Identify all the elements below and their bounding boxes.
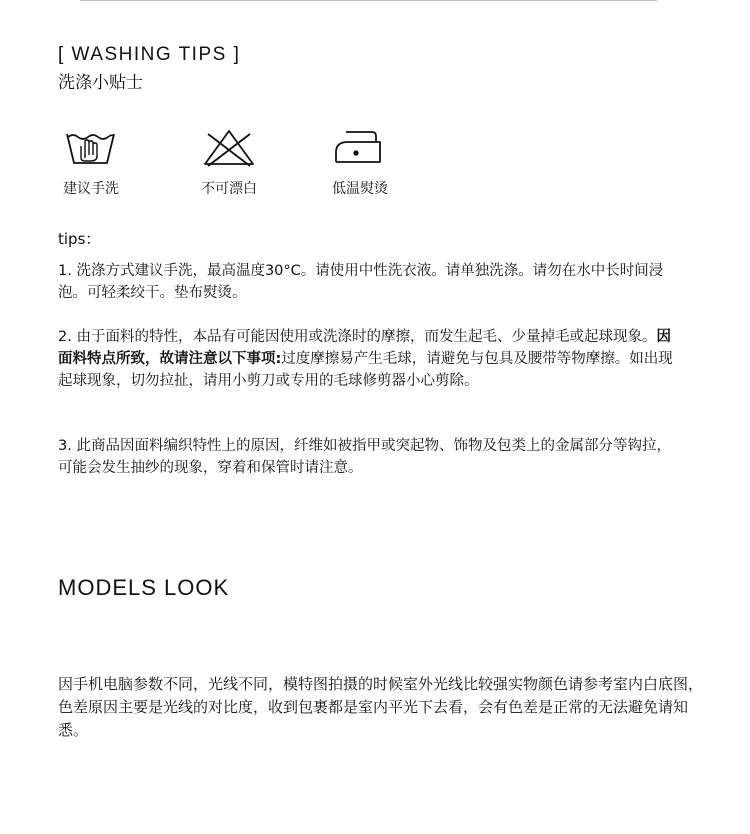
care-label-low-iron: 低温熨烫 [332, 181, 388, 197]
tips-label: tips： [58, 230, 101, 248]
tip-paragraph-2 [58, 326, 678, 392]
care-item-low-iron [305, 128, 415, 198]
care-label-do-not-bleach: 不可漂白 [201, 181, 257, 197]
care-item-hand-wash [36, 128, 146, 198]
washing-tips-title-en: [ WASHING TIPS ] [58, 44, 241, 65]
tip-2-text-start: 2. 由于面料的特性，本品有可能因使用或洗涤时的摩擦，而发生起毛、少量掉毛或起球现象。 [58, 329, 657, 345]
tip-paragraph-3: 3. 此商品因面料编织特性上的原因，纤维如被指甲或突起物、饰物及包类上的金属部分等钩拉，可能会发生抽纱的现象，穿着和保管时请注意。 [58, 438, 671, 476]
do-not-bleach-icon [201, 128, 257, 168]
hand-wash-icon [64, 128, 118, 168]
low-iron-icon [332, 128, 388, 168]
models-look-title: MODELS LOOK [58, 575, 230, 600]
tip-2-text-end: 过度摩擦易产生毛球，请避免与包具及腰带等物摩擦。如出现起球现象，切勿拉扯，请用小剪刀或专用的毛球修剪器小心剪除。 [58, 351, 673, 389]
top-divider [80, 0, 657, 1]
care-item-do-not-bleach [174, 128, 284, 198]
washing-tips-title-cn: 洗涤小贴士 [58, 73, 143, 93]
tip-2-emphasis: 因面料特点所致，故请注意以下事项: [58, 329, 671, 367]
models-look-note: 因手机电脑参数不同，光线不同，模特图拍摄的时候室外光线比较强实物颜色请参考室内白底图，色差原因主要是光线的对比度，收到包裹都是室内平光下去看，会有色差是正常的无法避免请知悉。 [58, 675, 704, 739]
care-label-hand-wash: 建议手洗 [63, 181, 119, 197]
tip-paragraph-1: 1. 洗涤方式建议手洗，最高温度30°C。请使用中性洗衣液。请单独洗涤。请勿在水中长时间浸泡。可轻柔绞干。垫布熨烫。 [58, 263, 664, 301]
